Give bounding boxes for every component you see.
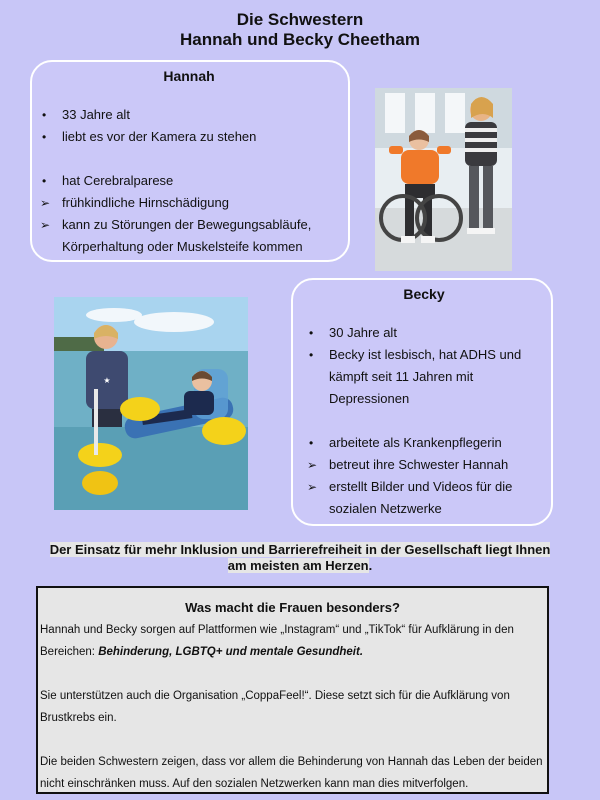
hannah-heading: Hannah — [163, 68, 215, 84]
title-line-1: Die Schwestern — [236, 10, 364, 29]
list-item — [40, 104, 338, 126]
list-item — [307, 432, 541, 454]
info-paragraph-1-emphasis: Behinderung, LGBTQ+ und mentale Gesundheit. — [98, 646, 364, 658]
list-item — [40, 170, 338, 192]
hannah-facts-list — [40, 104, 338, 258]
page-title — [0, 10, 600, 50]
becky-card — [291, 278, 553, 526]
info-paragraph-1-text: Hannah und Becky sorgen auf Plattformen wie „Instagram“ und „TikTok“ für Aufklärung in den Bereichen: — [40, 624, 514, 658]
bullet-marker: • — [309, 436, 314, 450]
list-item-text: liebt es vor der Kamera zu stehen — [62, 129, 257, 144]
list-item-text: betreut ihre Schwester Hannah — [329, 457, 509, 472]
bullet-marker: • — [42, 130, 47, 144]
key-message-text: Der Einsatz für mehr Inklusion und Barrierefreiheit in der Gesellschaft liegt Ihnen am meisten am Herzen — [49, 542, 551, 573]
photo-illustration — [375, 88, 512, 271]
info-heading: Was macht die Frauen besonders? — [185, 600, 400, 615]
list-item — [40, 192, 338, 214]
key-message-period: . — [368, 558, 373, 573]
list-item-text: erstellt Bilder und Videos für die sozialen Netzwerke — [329, 479, 513, 516]
list-item-text: 30 Jahre alt — [329, 325, 397, 340]
list-item-text: 33 Jahre alt — [62, 107, 130, 122]
arrow-marker: ➢ — [307, 458, 318, 472]
info-paragraph-1 — [40, 619, 545, 663]
arrow-marker: ➢ — [307, 480, 318, 494]
list-item-text: kann zu Störungen der Bewegungsabläufe, Körperhaltung oder Muskelsteife kommen — [62, 217, 312, 254]
list-item — [40, 126, 338, 148]
list-item — [307, 344, 541, 410]
arrow-marker: ➢ — [40, 196, 51, 210]
photo-sisters-sea — [54, 297, 248, 510]
bullet-marker: • — [42, 108, 47, 122]
info-paragraph-2: Sie unterstützen auch die Organisation „CoppaFeel!“. Diese setzt sich für die Aufklärung von Brustkrebs ein. — [40, 690, 510, 724]
bullet-marker: • — [42, 174, 47, 188]
becky-facts-list — [307, 322, 541, 520]
bullet-marker: • — [309, 348, 314, 362]
list-item-text: arbeitete als Krankenpflegerin — [329, 435, 502, 450]
list-item — [307, 322, 541, 344]
hannah-card — [30, 60, 350, 262]
info-paragraph-3: Die beiden Schwestern zeigen, dass vor allem die Behinderung von Hannah das Leben der beiden nicht einschränken muss. Auf den sozialen Netzwerken kann man dies mitverfolgen. — [40, 756, 543, 790]
arrow-marker: ➢ — [40, 218, 51, 232]
list-item-text: frühkindliche Hirnschädigung — [62, 195, 229, 210]
list-item — [40, 214, 338, 258]
title-line-2: Hannah und Becky Cheetham — [180, 30, 420, 49]
key-message — [48, 542, 552, 574]
list-item — [307, 454, 541, 476]
photo-illustration — [54, 297, 248, 510]
info-box — [36, 586, 549, 794]
list-item — [307, 476, 541, 520]
bullet-marker: • — [309, 326, 314, 340]
list-item-text: hat Cerebralparese — [62, 173, 174, 188]
list-item-text: Becky ist lesbisch, hat ADHS und kämpft seit 11 Jahren mit Depressionen — [329, 347, 522, 406]
svg-text:★: ★ — [103, 376, 111, 385]
photo-sisters-wheelchair — [375, 88, 512, 271]
becky-heading: Becky — [403, 286, 445, 302]
